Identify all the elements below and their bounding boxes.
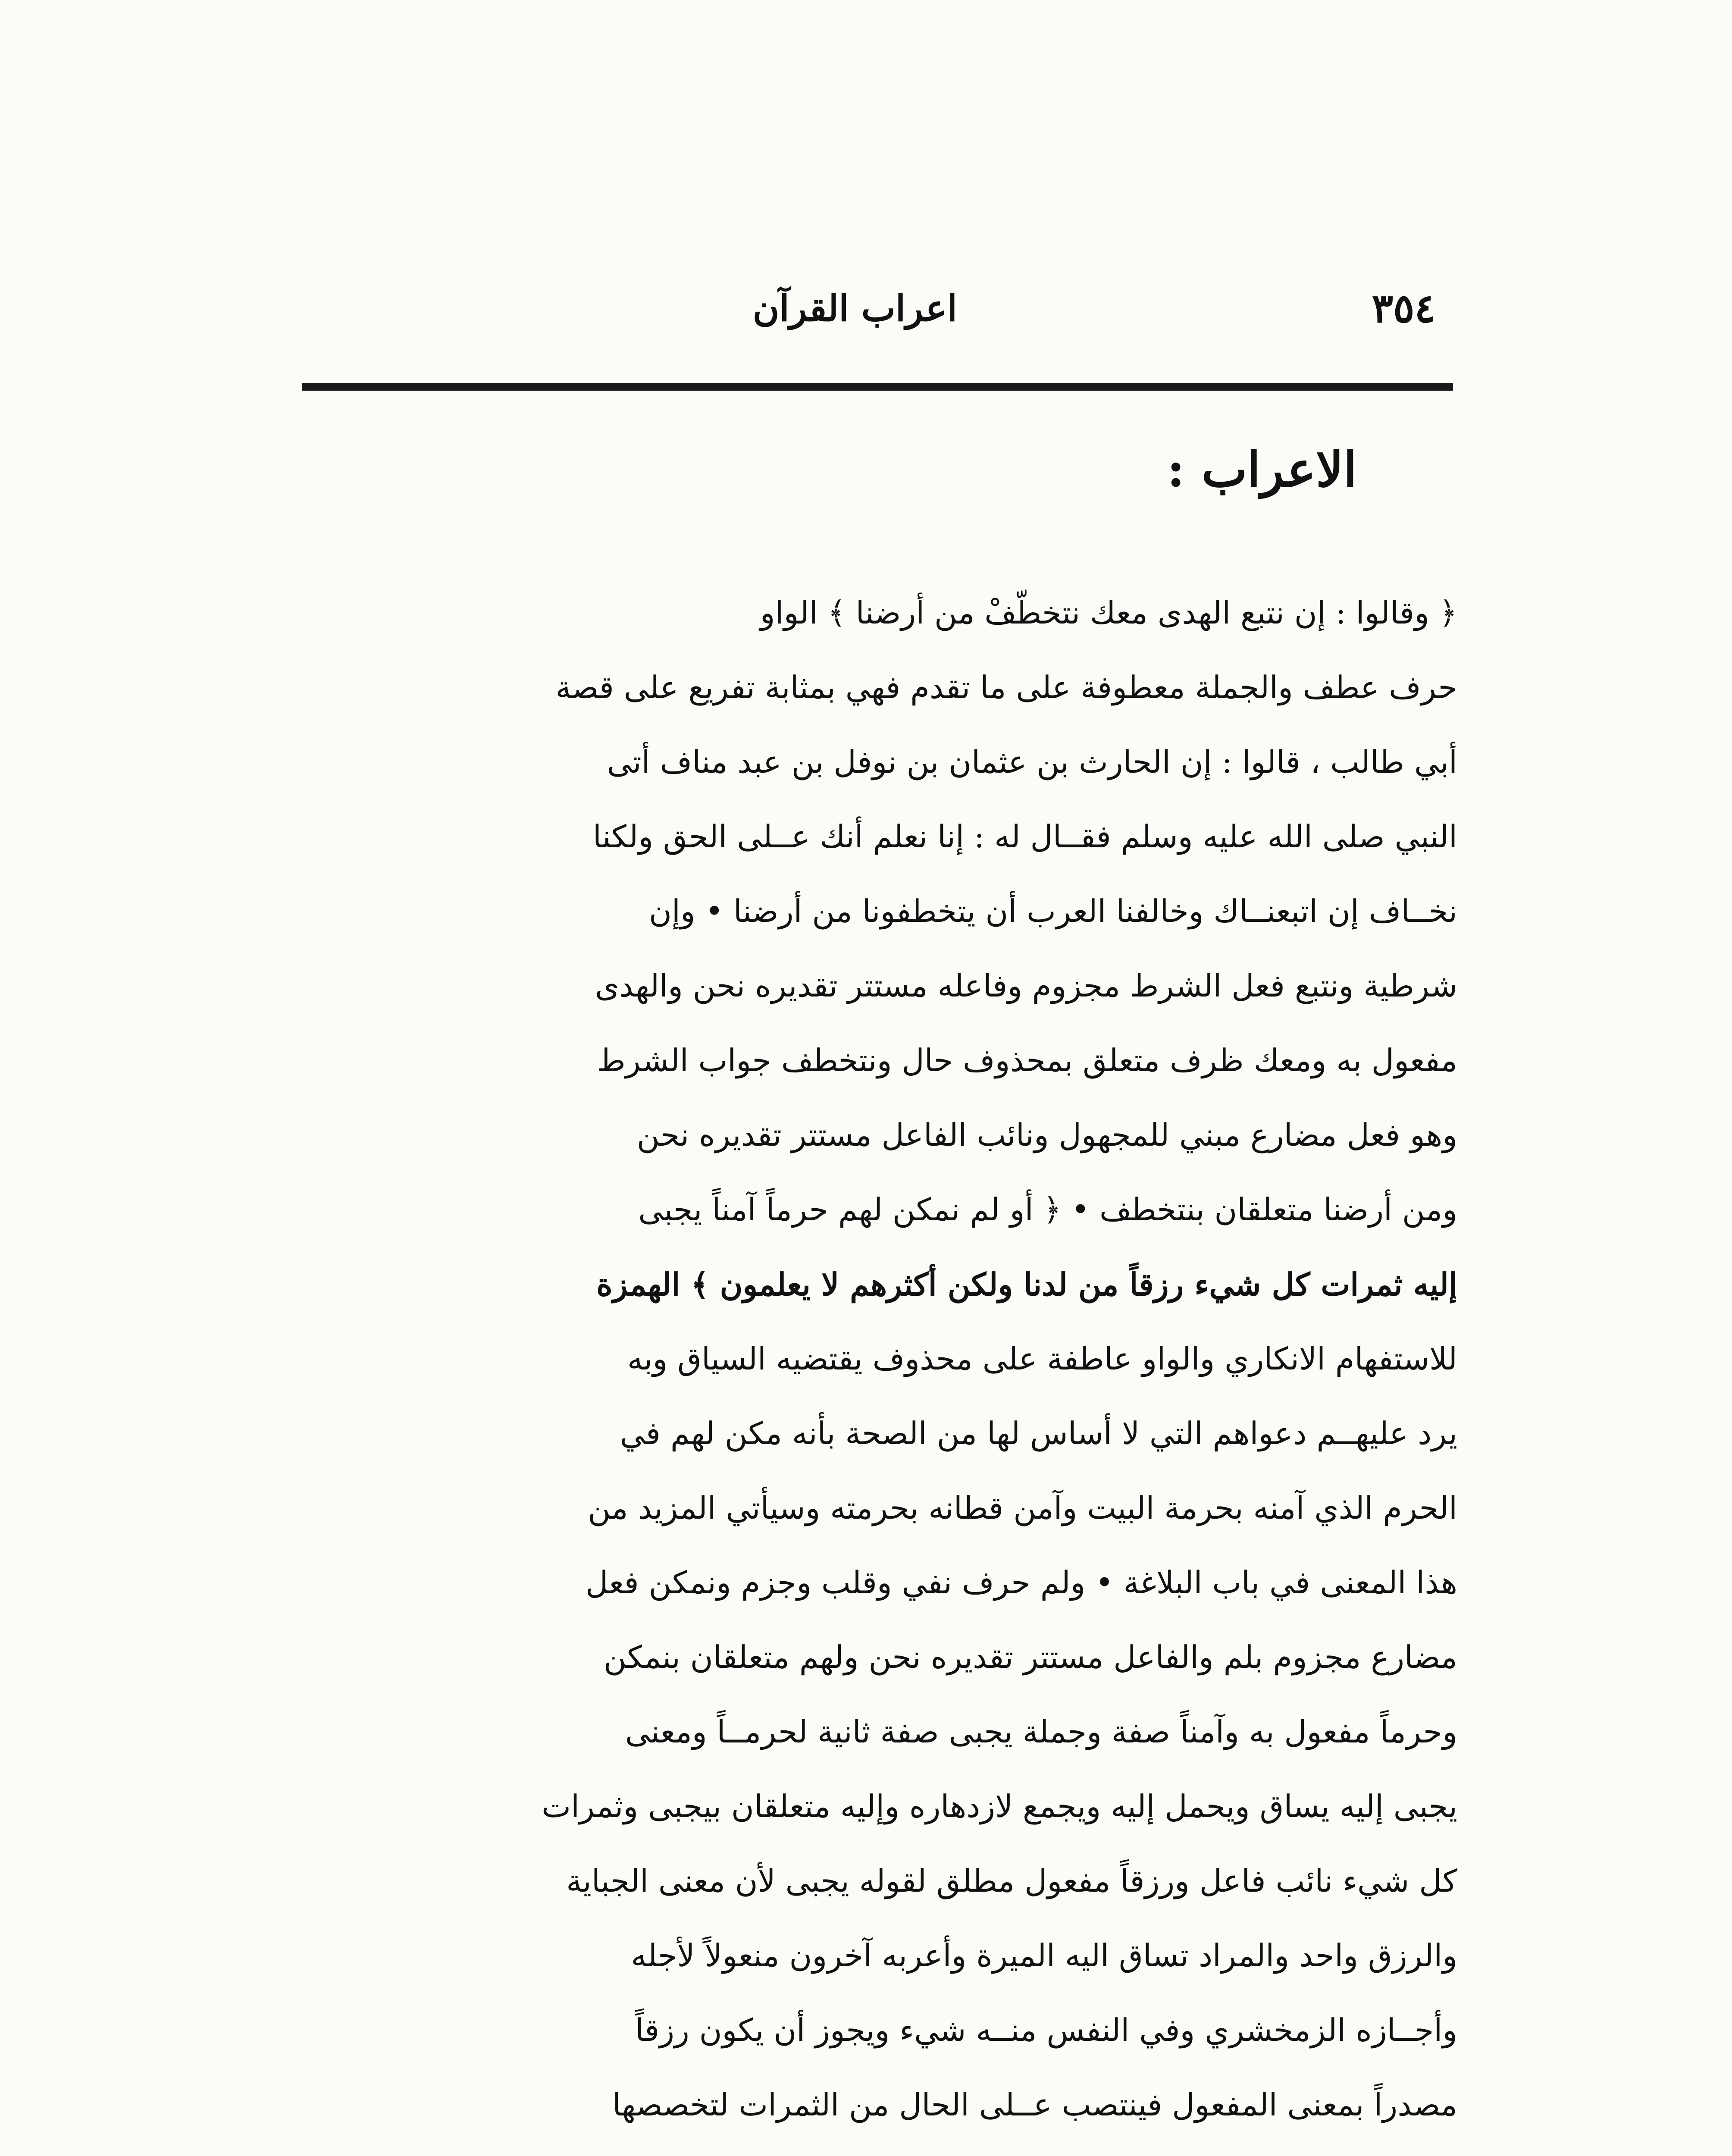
text-line: ﴿ وقالوا : إن نتبع الهدى معك نتخطّفْ من أرضنا ﴾ الواو [760, 595, 1457, 631]
body-text [293, 576, 1457, 2156]
page-header [302, 276, 1453, 345]
text-line: وحرماً مفعول به وآمناً صفة وجملة يجبى صفة ثانية لحرمــاً ومعنى [625, 1714, 1457, 1750]
text-line: مفعول به ومعك ظرف متعلق بمحذوف حال ونتخطف جواب الشرط [597, 1042, 1457, 1078]
text-line [293, 2142, 1457, 2156]
text-line: النبي صلى الله عليه وسلم فقــال له : إنا نعلم أنك عــلى الحق ولكنا [592, 818, 1457, 855]
text-line: نخــاف إن اتبعنــاك وخالفنا العرب أن يتخطفونا من أرضنا • وإن [649, 893, 1457, 929]
text-line: هذا المعنى في باب البلاغة • ولم حرف نفي وقلب وجزم ونمكن فعل [586, 1564, 1457, 1601]
text-line: الحرم الذي آمنه بحرمة البيت وآمن قطانه بحرمته وسيأتي المزيد من [588, 1490, 1457, 1526]
text-line: ومن أرضنا متعلقان بنتخطف • ﴿ أو لم نمكن لهم حرماً آمناً يجبى [638, 1191, 1457, 1228]
text-line: يرد عليهــم دعواهم التي لا أساس لها من الصحة بأنه مكن لهم في [620, 1415, 1457, 1451]
text-line: إليه ثمرات كل شيء رزقاً من لدنا ولكن أكثرهم لا يعلمون ﴾ الهمزة [596, 1266, 1457, 1303]
text-line: والرزق واحد والمراد تساق اليه الميرة وأعربه آخرون منعولاً لأجله [631, 1937, 1457, 1974]
text-line: مضارع مجزوم بلم والفاعل مستتر تقديره نحن ولهم متعلقان بنمكن [603, 1639, 1457, 1675]
text-line: يجبى إليه يساق ويحمل إليه ويجمع لازدهاره وإليه متعلقان بيجبى وثمرات [542, 1788, 1457, 1824]
text-line: أبي طالب ، قالوا : إن الحارث بن عثمان بن نوفل بن عبد مناف أتى [607, 744, 1457, 780]
text-line: حرف عطف والجملة معطوفة على ما تقدم فهي بمثابة تفريع على قصة [555, 669, 1457, 705]
page-number: ٣٥٤ [1372, 285, 1436, 332]
text-line: مصدراً بمعنى المفعول فينتصب عــلى الحال من الثمرات لتخصصها [612, 2087, 1457, 2123]
text-line: شرطية ونتبع فعل الشرط مجزوم وفاعله مستتر تقديره نحن والهدى [595, 968, 1457, 1004]
text-line: وأجــازه الزمخشري وفي النفس منــه شيء ويجوز أن يكون رزقاً [635, 2012, 1457, 2048]
running-title: اعراب القرآن [752, 287, 957, 329]
header-rule [302, 383, 1453, 391]
text-line: وهو فعل مضارع مبني للمجهول ونائب الفاعل مستتر تقديره نحن [636, 1117, 1457, 1153]
text-line: كل شيء نائب فاعل ورزقاً مفعول مطلق لقوله يجبى لأن معنى الجباية [566, 1863, 1457, 1899]
text-line: للاستفهام الانكاري والواو عاطفة على محذوف يقتضيه السياق وبه [627, 1341, 1457, 1377]
section-heading: الاعراب : [1167, 442, 1357, 498]
